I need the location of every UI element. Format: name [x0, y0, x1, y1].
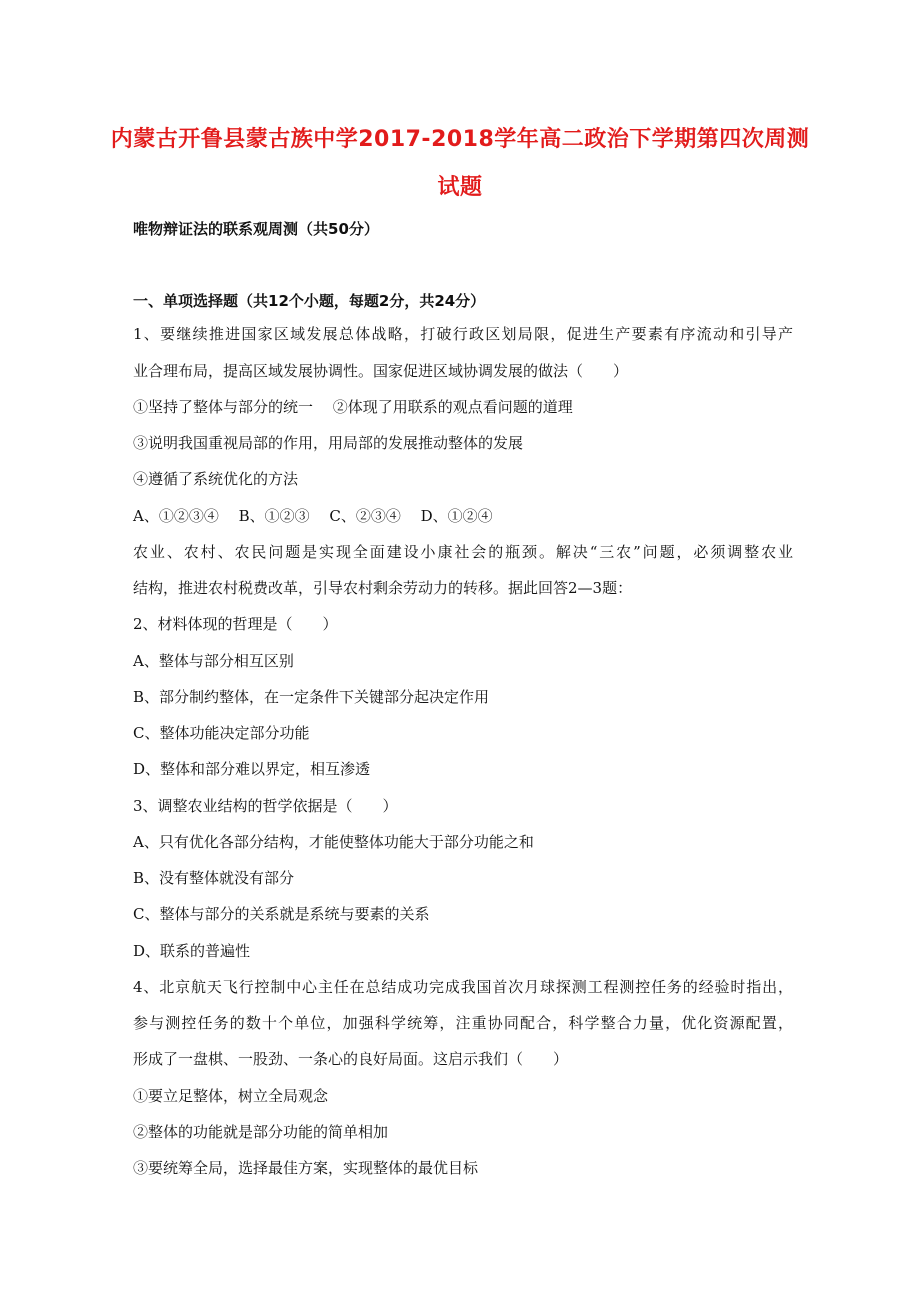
- question-4-option-line: ②整体的功能就是部分功能的简单相加: [133, 1123, 389, 1141]
- question-2-stem: 2、材料体现的哲理是（ ）: [133, 615, 338, 633]
- question-2-option-a: A、整体与部分相互区别: [133, 652, 294, 670]
- section-heading: 一、单项选择题（共12个小题，每题2分，共24分）: [133, 292, 486, 310]
- question-1-option-line: ③说明我国重视局部的作用，用局部的发展推动整体的发展: [133, 434, 524, 452]
- question-2-option-c: C、整体功能决定部分功能: [133, 724, 310, 742]
- question-2-option-b: B、部分制约整体，在一定条件下关键部分起决定作用: [133, 688, 490, 706]
- question-4-line-1: 4、北京航天飞行控制中心主任在总结成功完成我国首次月球探测工程测控任务的经验时指出，: [133, 978, 793, 996]
- question-3-option-d: D、联系的普遍性: [133, 942, 251, 960]
- document-title-line-1: 内蒙古开鲁县蒙古族中学2017-2018学年高二政治下学期第四次周测: [110, 127, 810, 152]
- material-paragraph-line-1: 农业、农村、农民问题是实现全面建设小康社会的瓶颈。解决“三农”问题，必须调整农业: [133, 543, 793, 561]
- question-3-option-b: B、没有整体就没有部分: [133, 869, 295, 887]
- question-1-line-2: 业合理布局，提高区域发展协调性。国家促进区域协调发展的做法（ ）: [133, 362, 629, 380]
- question-4-line-3: 形成了一盘棋、一股劲、一条心的良好局面。这启示我们（ ）: [133, 1050, 569, 1068]
- quiz-subtitle: 唯物辩证法的联系观周测（共50分）: [133, 220, 379, 238]
- question-3-option-a: A、只有优化各部分结构，才能使整体功能大于部分功能之和: [133, 833, 534, 851]
- document-title-line-2: 试题: [437, 175, 483, 200]
- question-3-option-c: C、整体与部分的关系就是系统与要素的关系: [133, 905, 430, 923]
- question-1-option-line: ①坚持了整体与部分的统一 ②体现了用联系的观点看问题的道理: [133, 398, 573, 416]
- question-4-option-line: ①要立足整体，树立全局观念: [133, 1087, 329, 1105]
- question-4-option-line: ③要统筹全局，选择最佳方案，实现整体的最优目标: [133, 1159, 479, 1177]
- question-2-option-d: D、整体和部分难以界定，相互渗透: [133, 760, 371, 778]
- question-3-stem: 3、调整农业结构的哲学依据是（ ）: [133, 797, 398, 815]
- question-1-line-1: 1、要继续推进国家区域发展总体战略，打破行政区划局限，促进生产要素有序流动和引导产: [133, 325, 793, 343]
- question-4-line-2: 参与测控任务的数十个单位，加强科学统筹，注重协同配合，科学整合力量，优化资源配置，: [133, 1014, 793, 1032]
- question-1-choices: A、①②③④ B、①②③ C、②③④ D、①②④: [133, 507, 493, 525]
- question-1-option-line: ④遵循了系统优化的方法: [133, 470, 299, 488]
- material-paragraph-line-2: 结构，推进农村税费改革，引导农村剩余劳动力的转移。据此回答2—3题：: [133, 579, 633, 597]
